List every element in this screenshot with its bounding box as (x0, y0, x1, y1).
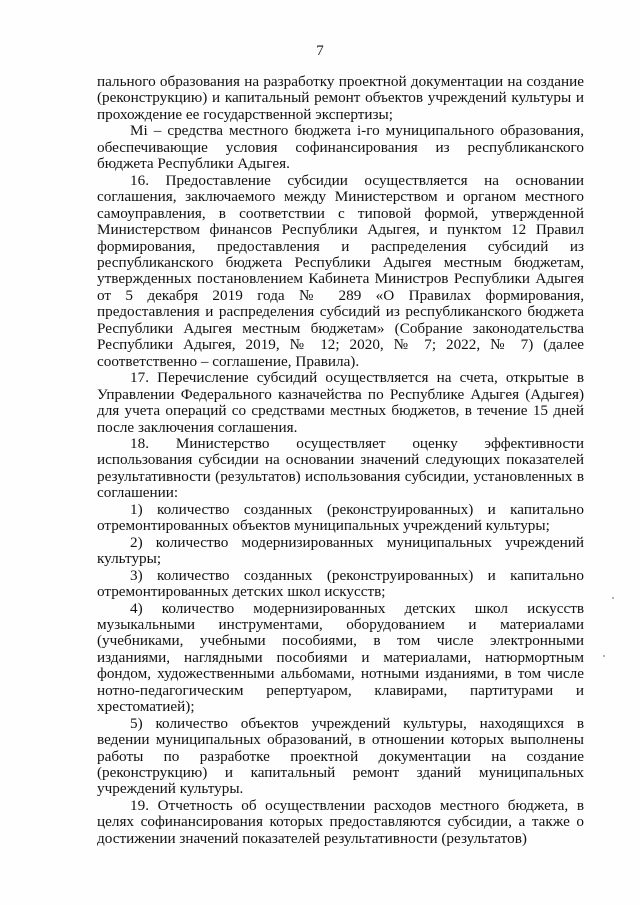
scan-speck (612, 597, 614, 599)
list-item-5: 5) количество объектов учреждений культуры, находящихся в ведении муниципальных образований, в отношении которых выполнены работы по разработке проектной документации на создание (реконструкцию) и капитальный ремонт зданий муниципальных учреждений культуры. (97, 714, 584, 798)
paragraph-mi-definition: Mi – средства местного бюджета i-го муниципального образования, обеспечивающие условия софинансирования из республиканского бюджета Республики Адыгея. (97, 122, 584, 173)
paragraph-17: 17. Перечисление субсидий осуществляется на счета, открытые в Управлении Федерального казначейства по Республике Адыгея (Адыгея) для учета операций со средствами местных бюджетов, в течение 15 дней после заключения соглашения. (97, 369, 584, 436)
paragraph-continuation: пального образования на разработку проектной документации на создание (реконструкцию) и капитальный ремонт объектов учреждений культуры и прохождение ее государственной экспертизы; (97, 73, 584, 123)
paragraph-16: 16. Предоставление субсидии осуществляется на основании соглашения, заключаемого между Министерством и органом местного самоуправления, в соответствии с типовой формой, утвержденной Министерством финансов Республики Адыгея, и пунктом 12 Правил формирования, предоставления и распределения субсидий из республиканского бюджета Республики Адыгея местным бюджетам, утвержденных постановлением Кабинета Министров Республики Адыгея от 5 декабря 2019 года № 289 «О Правилах формирования, предоставления и распределения субсидий из республиканского бюджета Республики Адыгея местным бюджетам» (Собрание законодательства Республики Адыгея, 2019, № 12; 2020, № 7; 2022, № 7) (далее соответственно – соглашение, Правила). (97, 171, 584, 370)
list-item-2: 2) количество модернизированных муниципальных учреждений культуры; (97, 533, 584, 568)
list-item-1: 1) количество созданных (реконструированных) и капитально отремонтированных объектов муниципальных учреждений культуры; (97, 500, 584, 535)
scan-speck (603, 655, 605, 657)
paragraph-19: 19. Отчетность об осуществлении расходов местного бюджета, в целях софинансирования которых предоставляются субсидии, а также о достижении значений показателей результативности (результатов) (97, 796, 584, 847)
list-item-4: 4) количество модернизированных детских школ искусств музыкальными инструментами, оборудованием и материалами (учебниками, учебными пособиями, в том числе электронными изданиями, наглядными пособиями и материалами, натюрмортным фондом, художественными альбомами, нотными изданиями, в том числе нотно-педагогическим репертуаром, клавирами, партитурами и хрестоматией); (97, 599, 584, 716)
document-body (97, 74, 584, 847)
page-number: 7 (316, 43, 324, 59)
paragraph-18: 18. Министерство осуществляет оценку эффективности использования субсидии на основании значений следующих показателей результативности (результатов) использования субсидии, установленных в соглашении: (97, 434, 584, 502)
list-item-3: 3) количество созданных (реконструированных) и капитально отремонтированных детских школ искусств; (97, 566, 584, 601)
